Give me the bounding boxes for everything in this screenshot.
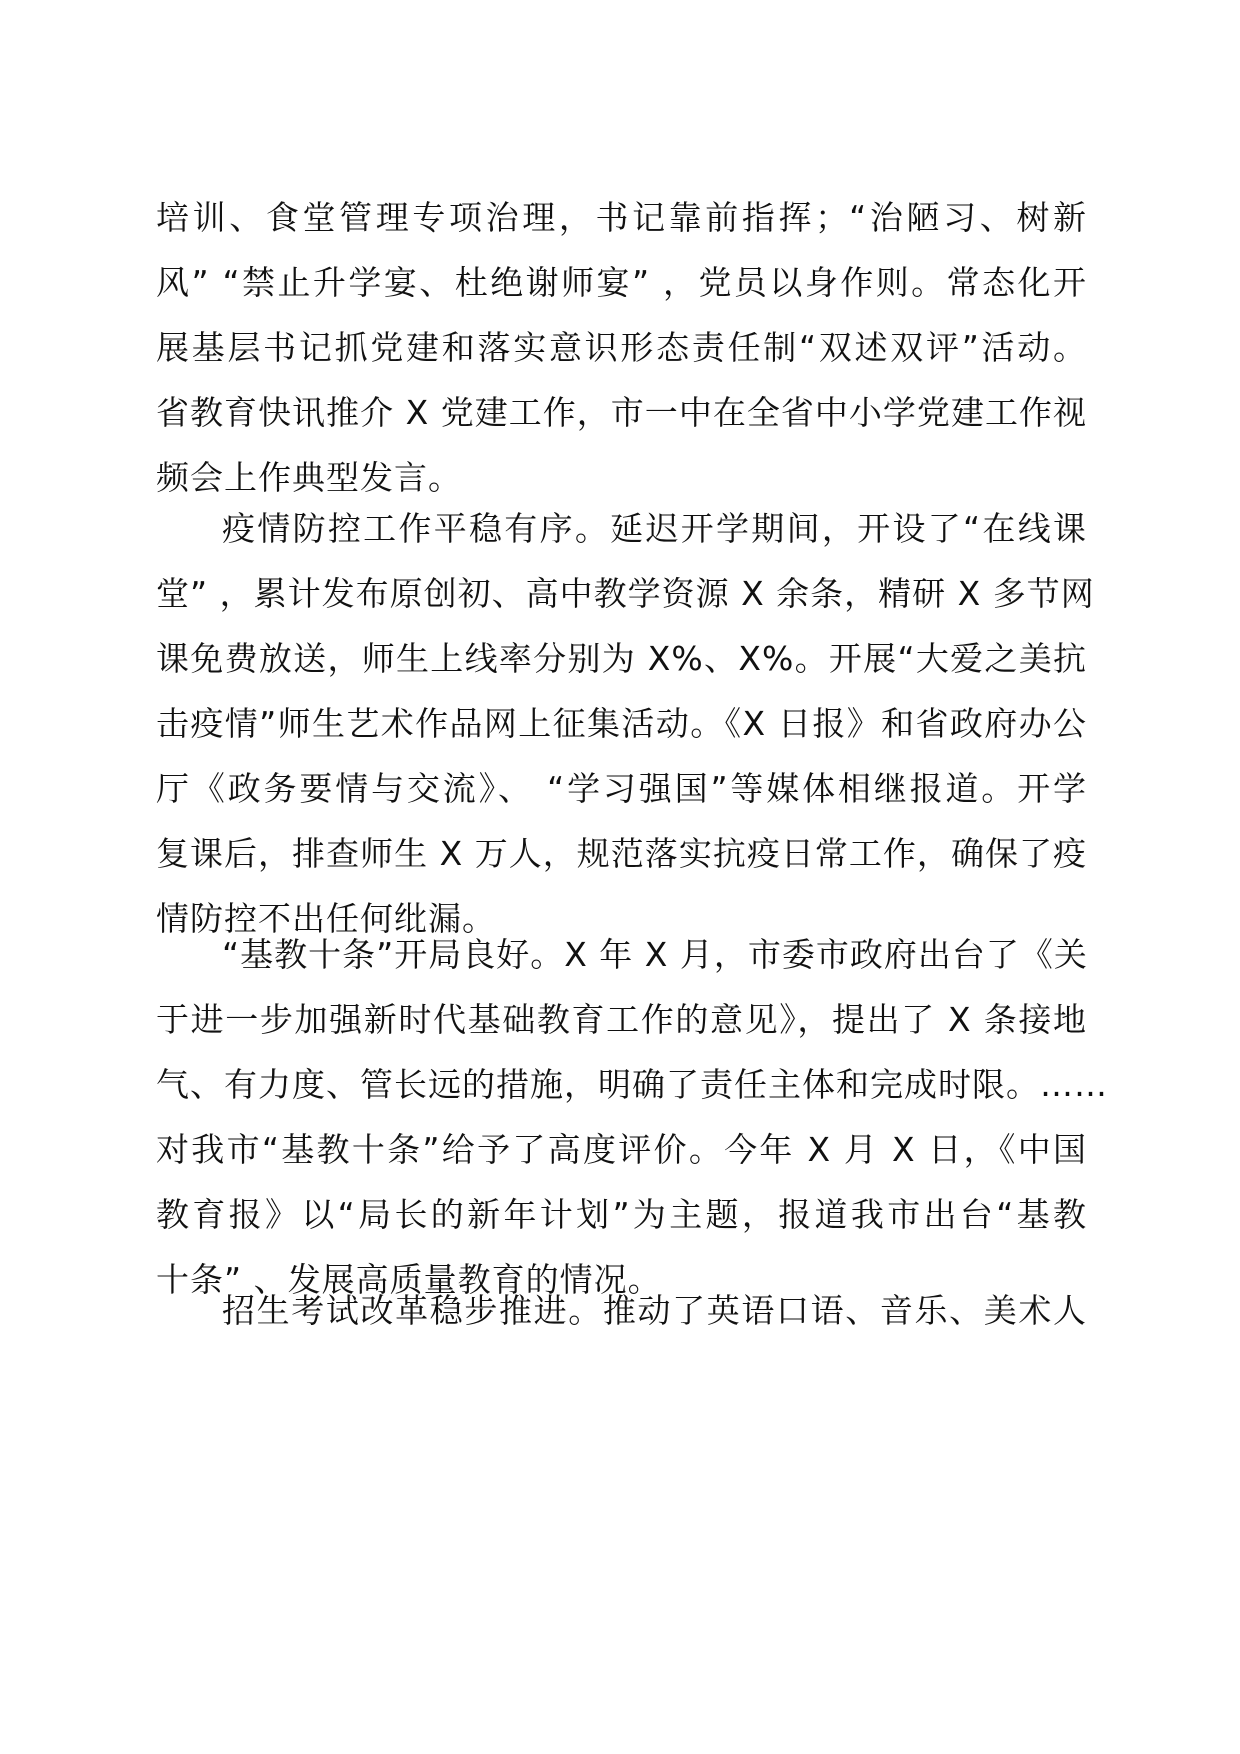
text-line: “基教十条”开局良好。X 年 X 月，市委市政府出台了《关 bbox=[222, 935, 1088, 974]
text-line: 击疫情”师生艺术作品网上征集活动。《X 日报》和省政府办公 bbox=[156, 704, 1087, 743]
text-line: 情防控不出任何纰漏。 bbox=[156, 899, 496, 938]
paragraph-epidemic-control bbox=[156, 496, 1095, 951]
paragraph-exam-reform bbox=[156, 1278, 1087, 1343]
paragraph-party-building bbox=[156, 185, 1087, 510]
text-line: 省教育快讯推介 X 党建工作，市一中在全省中小学党建工作视 bbox=[156, 393, 1087, 432]
text-line: 复课后，排查师生 X 万人，规范落实抗疫日常工作，确保了疫 bbox=[156, 834, 1087, 873]
text-line: 堂” ，累计发布原创初、高中教学资源 X 余条，精研 X 多节网 bbox=[156, 574, 1095, 613]
text-line: 风” “禁止升学宴、杜绝谢师宴” ，党员以身作则。常态化开 bbox=[156, 263, 1087, 302]
text-line: 于进一步加强新时代基础教育工作的意见》，提出了 X 条接地 bbox=[156, 1000, 1087, 1039]
text-line: 招生考试改革稳步推进。推动了英语口语、音乐、美术人 bbox=[222, 1291, 1087, 1330]
text-line: 教育报》以“局长的新年计划”为主题，报道我市出台“基教 bbox=[156, 1195, 1087, 1234]
text-line: 频会上作典型发言。 bbox=[156, 458, 462, 497]
text-line: 展基层书记抓党建和落实意识形态责任制“双述双评”活动。 bbox=[156, 328, 1087, 367]
text-line: 培训、食堂管理专项治理，书记靠前指挥；“治陋习、树新 bbox=[156, 198, 1087, 237]
text-line: 十条” 、发展高质量教育的情况。 bbox=[156, 1260, 662, 1299]
text-line: 对我市“基教十条”给予了高度评价。今年 X 月 X 日，《中国 bbox=[156, 1130, 1087, 1169]
paragraph-basic-education bbox=[156, 922, 1108, 1312]
text-line: 课免费放送，师生上线率分别为 X%、X%。开展“大爱之美抗 bbox=[156, 639, 1087, 678]
text-line: 气、有力度、管长远的措施，明确了责任主体和完成时限。…… bbox=[156, 1065, 1108, 1104]
text-line: 疫情防控工作平稳有序。延迟开学期间，开设了“在线课 bbox=[222, 509, 1087, 548]
text-line: 厅《政务要情与交流》、 “学习强国”等媒体相继报道。开学 bbox=[156, 769, 1087, 808]
